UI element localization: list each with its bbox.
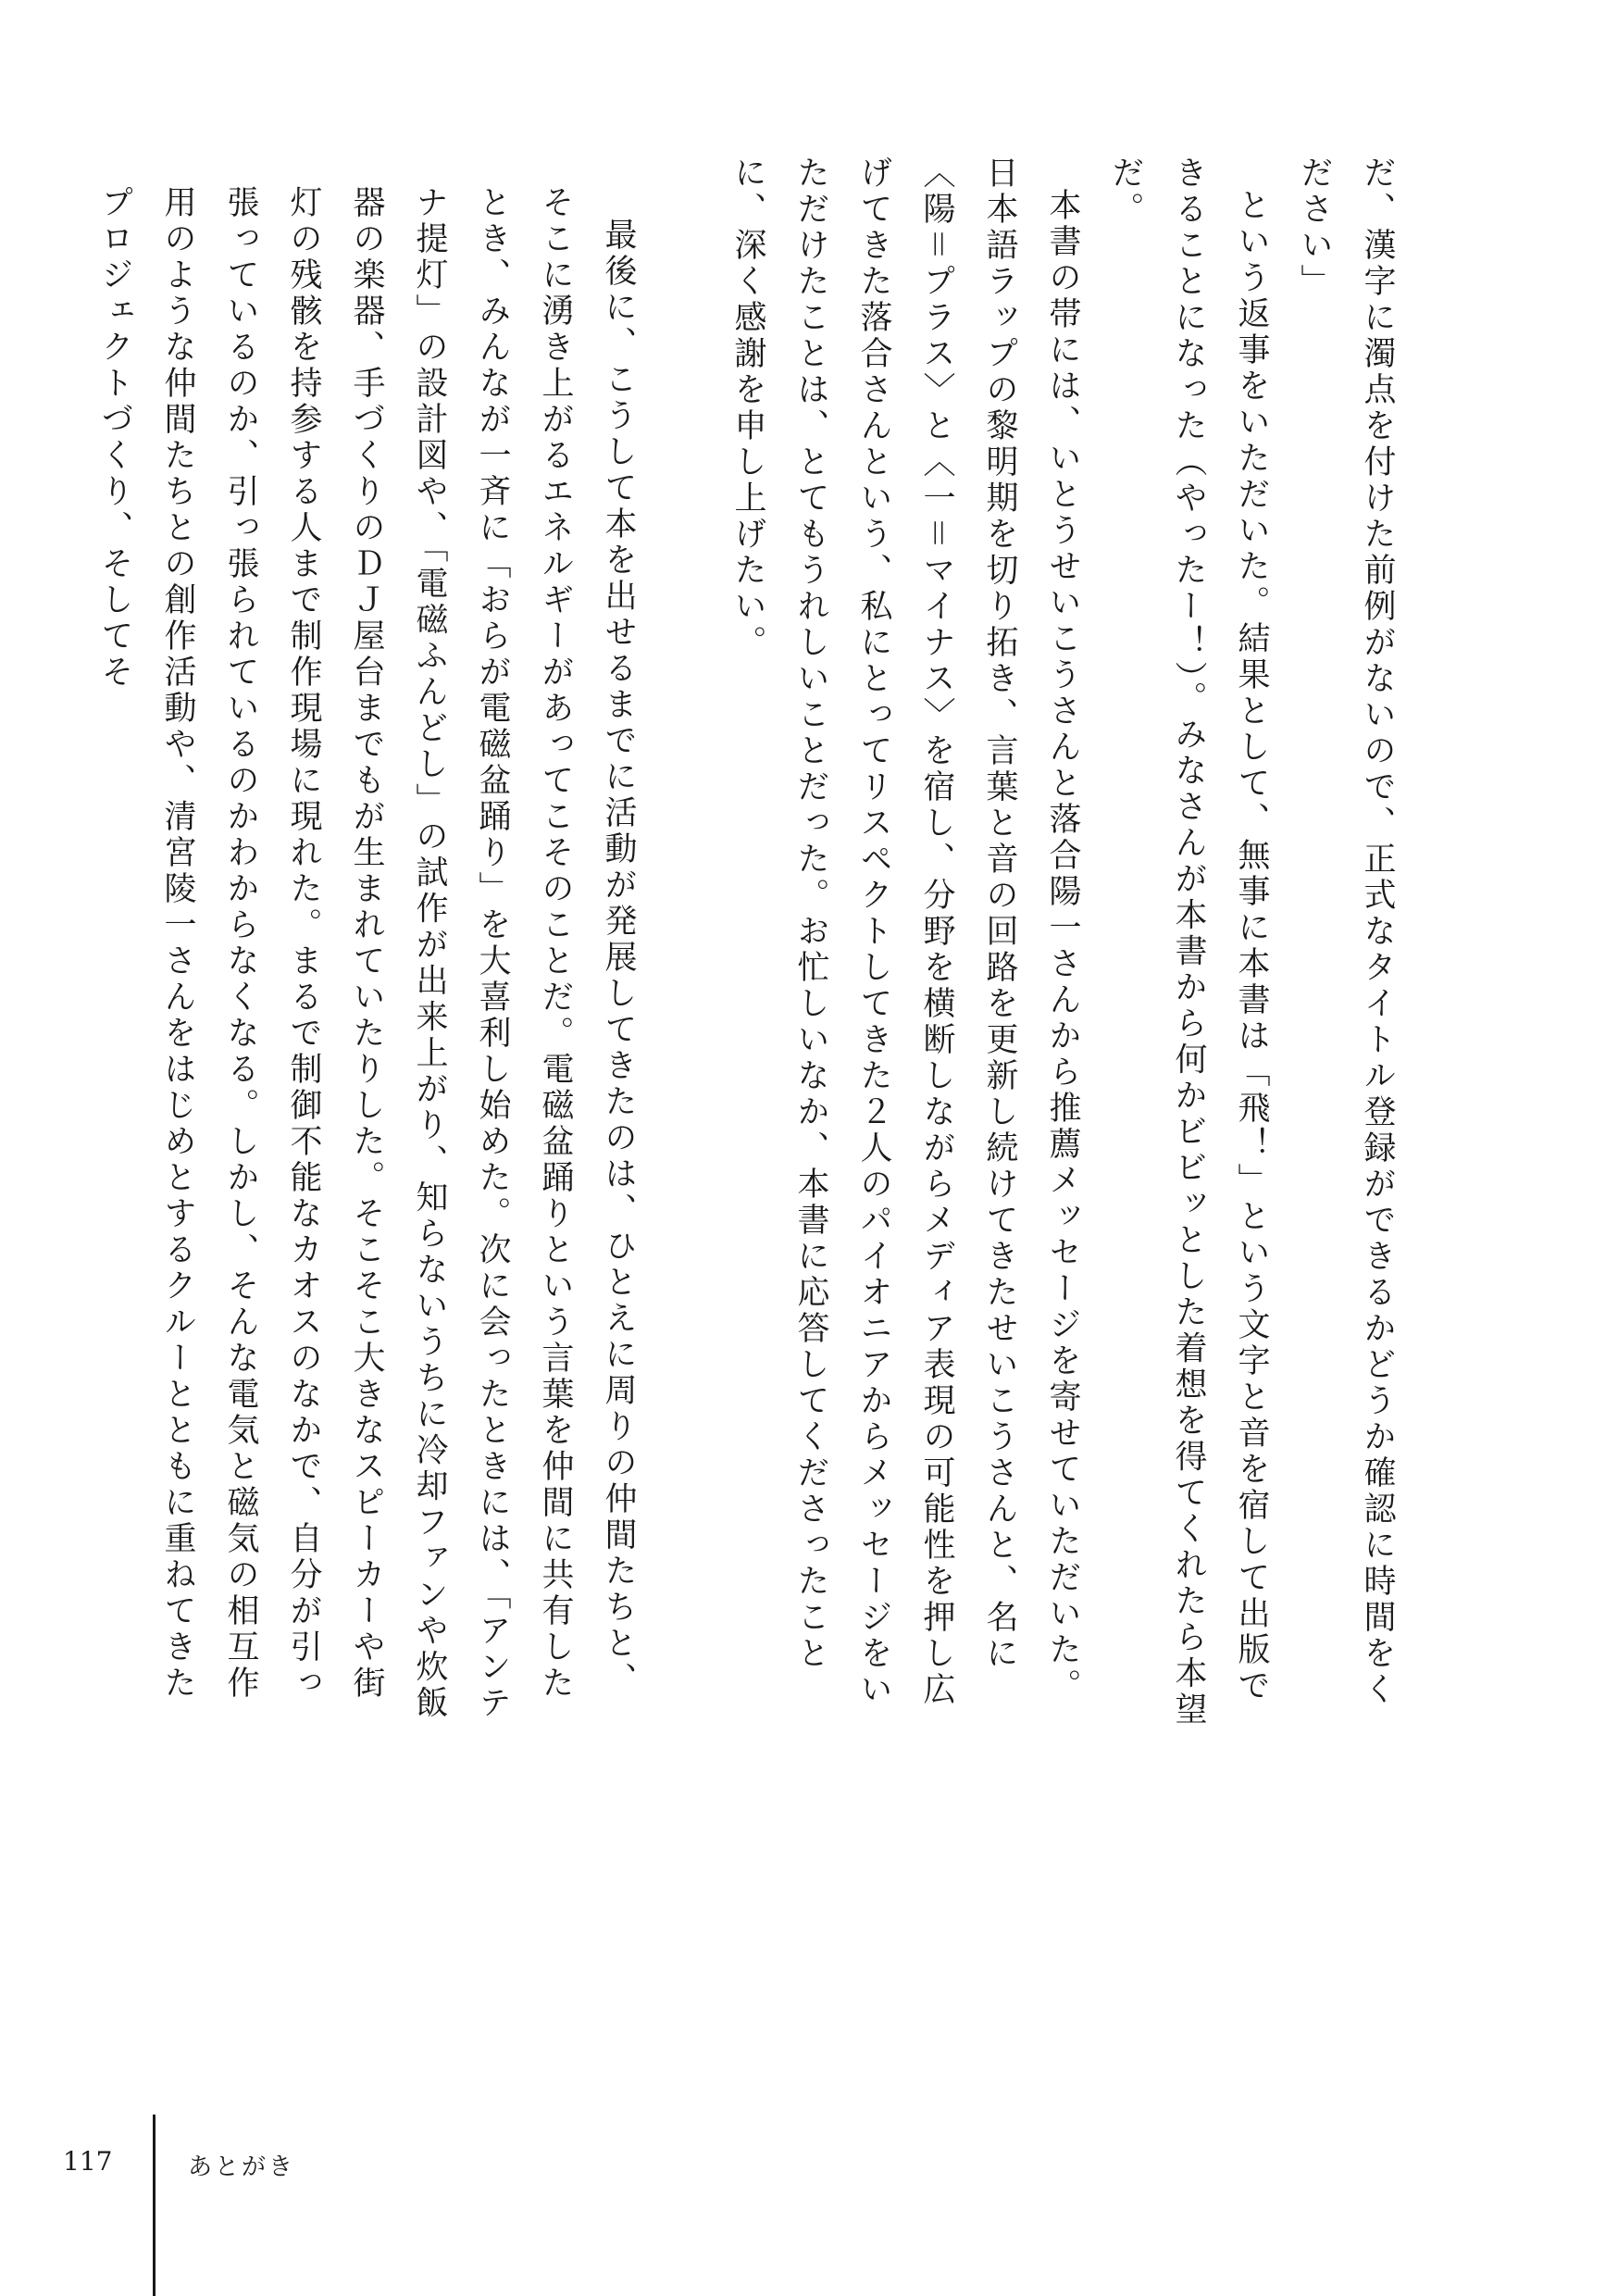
paragraph: 最後に、こうして本を出せるまでに活動が発展してきたのは、ひとえに周りの仲間たちと、そこに湧き上がるエネルギーがあってこそのことだ。電磁盆踊りという言葉を仲間に共有したとき、みんなが一斉に「おらが電磁盆踊り」を大喜利し始めた。次に会ったときには、「アンテナ提灯」の設計図や、「電磁ふんどし」の試作が出来上がり、知らないうちに冷却ファンや炊飯器の楽器、手づくりのＤＪ屋台までもが生まれていたりした。そこそこ大きなスピーカーや街灯の残骸を持参する人まで制作現場に現れた。まるで制御不能なカオスのなかで、自分が引っ張っているのか、引っ張られているのかわからなくなる。しかし、そんな電気と磁気の相互作用のような仲間たちとの創作活動や、清宮陵一さんをはじめとするクルーとともに重ねてきたプロジェクトづくり、そしてそ bbox=[96, 185, 637, 1722]
running-section-title: あとがき bbox=[188, 2153, 296, 2181]
paragraph: だ、漢字に濁点を付けた前例がないので、正式なタイトル登録ができるかどうか確認に時間をください」 bbox=[1296, 156, 1396, 1708]
paragraph: という返事をいただいた。結果として、無事に本書は「飛！」という文字と音を宿して出版できることになった（やったー！）。みなさんが本書から何かビビッとした着想を得てくれたら本望だ。 bbox=[1107, 156, 1270, 1728]
paragraph: 本書の帯には、いとうせいこうさんと落合陽一さんから推薦メッセージを寄せていただいた。日本語ラップの黎明期を切り拓き、言葉と音の回路を更新し続けてきたせいこうさんと、名に〈陽＝プラス〉と〈一＝マイナス〉を宿し、分野を横断しながらメディア表現の可能性を押し広げてきた落合さんという、私にとってリスペクトしてきた２人のパイオニアからメッセージをいただけたことは、とてもうれしいことだった。お忙しいなか、本書に応答してくださったことに、深く感謝を申し上げたい。 bbox=[729, 156, 1081, 1709]
page-number: 117 bbox=[63, 2146, 113, 2177]
upper-text-block bbox=[729, 156, 1409, 1729]
footer-divider bbox=[153, 2115, 156, 2296]
lower-text-block bbox=[96, 185, 650, 1729]
page-footer bbox=[0, 2166, 1618, 2296]
